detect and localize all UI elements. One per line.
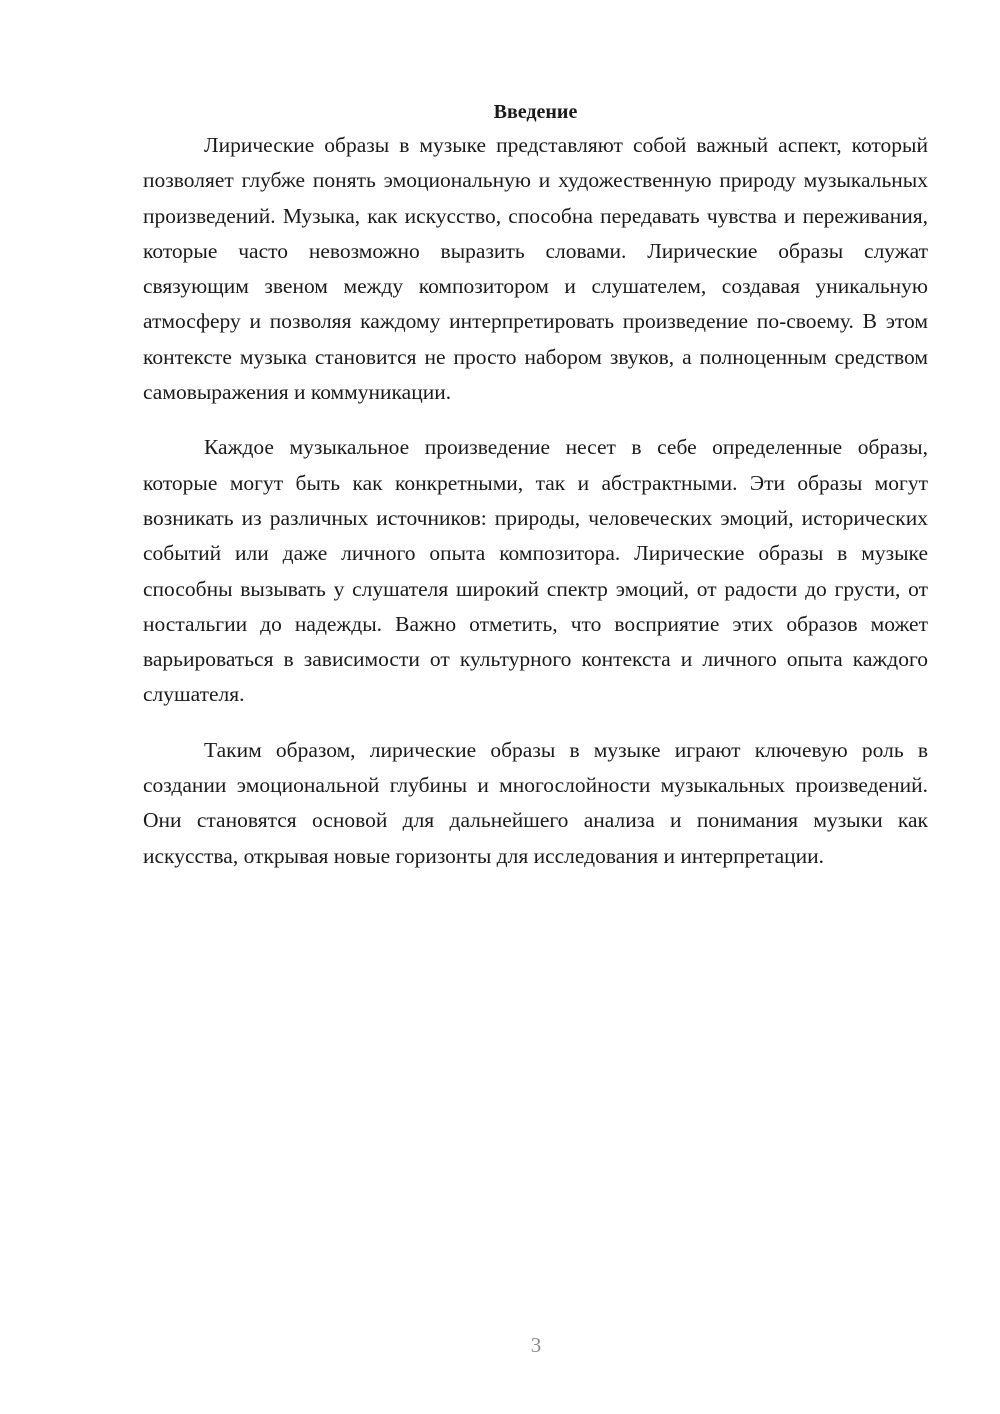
paragraph-3: Таким образом, лирические образы в музыке играют ключевую роль в создании эмоциональной глубины и многослойности музыкальных произведений. Они становятся основой для дальнейшего анализа и понимания музыки как искусства, открывая новые горизонты для исследования и интерпретации. xyxy=(143,737,928,868)
section-heading: Введение xyxy=(493,101,578,123)
paragraph-2: Каждое музыкальное произведение несет в себе определенные образы, которые могут быть как конкретными, так и абстрактными. Эти образы могут возникать из различных источников: природы, человеческих эмоций, исторических событий или даже личного опыта композитора. Лирические образы в музыке способны вызывать у слушателя широкий спектр эмоций, от радости до грусти, от ностальгии до надежды. Важно отметить, что восприятие этих образов может варьироваться в зависимости от культурного контекста и личного опыта каждого слушателя. xyxy=(143,435,928,707)
paragraph-1: Лирические образы в музыке представляют собой важный аспект, который позволяет глубже понять эмоциональную и художественную природу музыкальных произведений. Музыка, как искусство, способна передавать чувства и переживания, которые часто невозможно выразить словами. Лирические образы служат связующим звеном между композитором и слушателем, создавая уникальную атмосферу и позволяя каждому интерпретировать произведение по-своему. В этом контексте музыка становится не просто набором звуков, а полноценным средством самовыражения и коммуникации. xyxy=(143,133,928,405)
page-number: 3 xyxy=(530,1333,542,1357)
page-content xyxy=(143,97,928,874)
